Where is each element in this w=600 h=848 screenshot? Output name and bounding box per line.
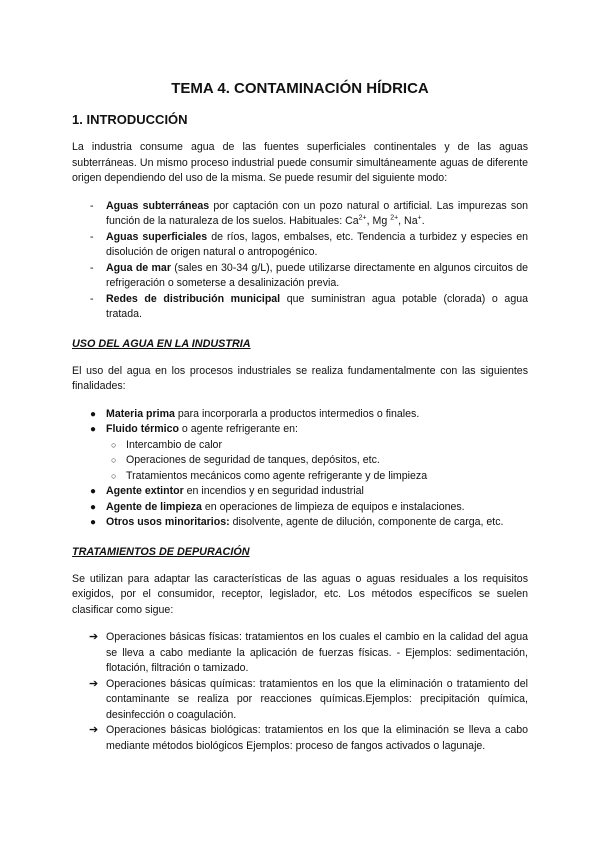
bullet-marker: ● bbox=[90, 424, 97, 435]
arrow-marker: ➔ bbox=[89, 724, 99, 736]
item-term: Redes de distribución municipal bbox=[106, 292, 281, 305]
uso-heading: USO DEL AGUA EN LA INDUSTRIA bbox=[72, 337, 251, 350]
superscript: 2+ bbox=[358, 214, 367, 222]
circle-marker: ○ bbox=[111, 439, 117, 450]
dash-marker: - bbox=[90, 199, 94, 212]
bullet-marker: ● bbox=[90, 486, 97, 497]
tratamientos-heading: TRATAMIENTOS DE DEPURACIÓN bbox=[72, 545, 250, 558]
dash-marker: - bbox=[90, 230, 94, 243]
list-item bbox=[72, 630, 528, 677]
list-item bbox=[72, 515, 528, 531]
item-text: en operaciones de limpieza de equipos e instalaciones. bbox=[201, 500, 465, 513]
sublist-item bbox=[106, 453, 528, 469]
bullet-marker: ● bbox=[90, 501, 97, 513]
list-item bbox=[72, 677, 528, 724]
superscript: + bbox=[417, 214, 422, 222]
list-item bbox=[72, 292, 528, 323]
treatments-list bbox=[72, 630, 528, 754]
item-term: Aguas subterráneas bbox=[106, 199, 210, 212]
item-term: Agua de mar bbox=[106, 261, 171, 274]
uso-paragraph: El uso del agua en los procesos industriales se realiza fundamentalmente con las siguientes finalidades: bbox=[72, 364, 528, 392]
subitem-text: Intercambio de calor bbox=[126, 438, 222, 451]
item-text: disolvente, agente de dilución, componente de carga, etc. bbox=[229, 516, 504, 528]
list-item bbox=[72, 484, 528, 500]
item-text: , Na bbox=[398, 215, 418, 227]
tratamientos-paragraph: Se utilizan para adaptar las características de las aguas o aguas residuales a los requisitos exigidos, por el consumidor, receptor, legislador, etc. Los métodos específicos se suelen clasificar como sigue: bbox=[72, 572, 528, 616]
item-term: Materia prima bbox=[106, 407, 175, 420]
list-item bbox=[72, 407, 528, 423]
item-text: para incorporarla a productos intermedios o finales. bbox=[174, 407, 420, 420]
item-text: (sales en 30-34 g/L), puede utilizarse directamente en algunos circuitos de refrigeración o someterse a desalinización previa. bbox=[106, 261, 528, 289]
list-item bbox=[72, 723, 528, 754]
item-text: , Mg bbox=[366, 215, 391, 227]
superscript: 2+ bbox=[390, 214, 399, 222]
item-text: que suministran agua potable (clorada) o agua tratada. bbox=[106, 292, 528, 320]
list-item bbox=[72, 422, 528, 484]
intro-paragraph: La industria consume agua de las fuentes superficiales continentales y de las aguas subterráneas. Un mismo proceso industrial puede consumir simultáneamente aguas de diferente origen dependiendo del uso de la misma. Se puede resumir del siguiente modo: bbox=[72, 141, 528, 184]
intro-heading: 1. INTRODUCCIÓN bbox=[72, 112, 188, 127]
item-term: Agente de limpieza bbox=[106, 500, 202, 513]
item-term: Otros usos minoritarios: bbox=[106, 516, 230, 528]
arrow-marker: ➔ bbox=[89, 631, 99, 643]
arrow-marker: ➔ bbox=[89, 677, 99, 690]
item-text: . bbox=[421, 215, 425, 227]
item-term: Fluido térmico bbox=[106, 423, 179, 435]
item-term: Agente extintor bbox=[106, 485, 184, 497]
item-text: de ríos, lagos, embalses, etc. Tendencia a turbidez y especies en disolución de origen natural o antropogénico. bbox=[106, 230, 528, 258]
circle-marker: ○ bbox=[111, 455, 117, 465]
item-text: Operaciones básicas químicas: tratamientos en los que la eliminación o tratamiento del contaminante se realiza por reacciones químicas.Ejemplos: precipitación química, desinfección o coagulación. bbox=[106, 677, 528, 721]
water-sources-list bbox=[72, 199, 528, 323]
item-text: Operaciones básicas biológicas: tratamientos en los que la eliminación se lleva a cabo mediante métodos biológicos Ejemplos: proceso de fangos activados o lagunaje. bbox=[106, 724, 528, 752]
document-content bbox=[72, 80, 528, 768]
thermal-fluid-sublist bbox=[106, 438, 528, 485]
list-item bbox=[72, 199, 528, 230]
dash-marker: - bbox=[90, 292, 94, 305]
item-text: Operaciones básicas físicas: tratamientos en los cuales el cambio en la calidad del agua se lleva a cabo mediante la aplicación de fuerzas físicas. - Ejemplos: sedimentación, flotación, filtración o tamizado. bbox=[106, 631, 528, 674]
water-uses-list bbox=[72, 407, 528, 531]
subitem-text: Tratamientos mecánicos como agente refrigerante y de limpieza bbox=[126, 469, 428, 482]
dash-marker: - bbox=[90, 261, 94, 274]
page-title: TEMA 4. CONTAMINACIÓN HÍDRICA bbox=[171, 80, 429, 97]
bullet-marker: ● bbox=[90, 408, 97, 420]
list-item bbox=[72, 261, 528, 292]
sublist-item bbox=[106, 469, 528, 485]
bullet-marker: ● bbox=[90, 517, 97, 528]
sublist-item bbox=[106, 438, 528, 454]
item-text: en incendios y en seguridad industrial bbox=[183, 485, 364, 497]
list-item bbox=[72, 230, 528, 261]
item-text: o agente refrigerante en: bbox=[178, 423, 298, 435]
circle-marker: ○ bbox=[111, 470, 117, 481]
item-term: Aguas superficiales bbox=[106, 230, 208, 243]
list-item bbox=[72, 500, 528, 516]
subitem-text: Operaciones de seguridad de tanques, depósitos, etc. bbox=[126, 454, 380, 466]
item-text: por captación con un pozo natural o artificial. Las impurezas son función de la naturaleza de los suelos. Habituales: Ca bbox=[106, 199, 528, 227]
